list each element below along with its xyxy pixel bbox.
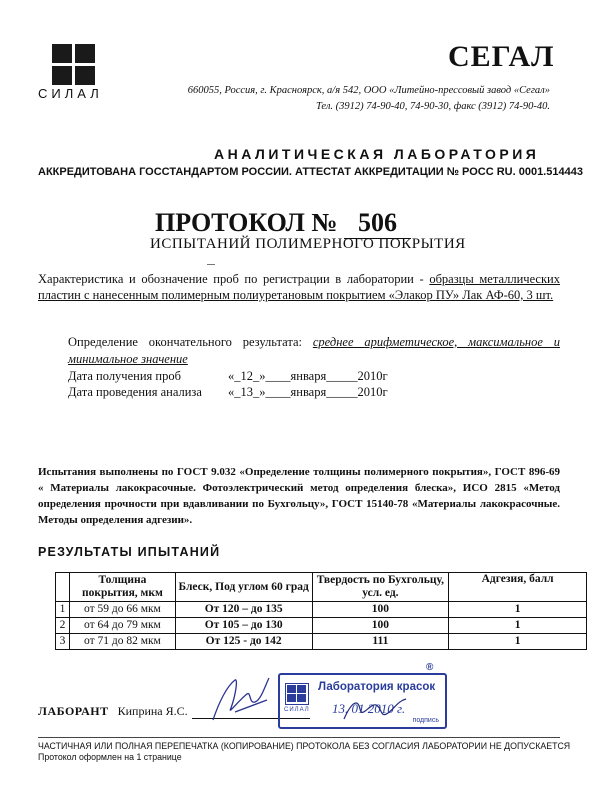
cell-gloss: От 105 – до 130: [175, 618, 312, 634]
footer-page-count: Протокол оформлен на 1 странице: [38, 752, 182, 762]
cell-gloss: От 120 – до 135: [175, 602, 312, 618]
header-num: [56, 573, 70, 602]
logo-text: СИЛАЛ: [38, 86, 103, 101]
lab-stamp: [278, 662, 447, 729]
cell-hardness: 100: [312, 618, 449, 634]
signature-role: ЛАБОРАНТ: [38, 704, 109, 718]
header-hardness: Твердость по Бухгольцу, усл. ед.: [312, 573, 449, 602]
protocol-number: 506: [344, 208, 411, 239]
cell-thickness: от 59 до 66 мкм: [69, 602, 175, 618]
date-analysis-label: Дата проведения анализа: [68, 385, 202, 399]
stamp-logo-icon: [285, 683, 309, 705]
cell-gloss: От 125 - до 142: [175, 634, 312, 650]
test-standards-text: Испытания выполнены по ГОСТ 9.032 «Определение толщины полимерного покрытия», ГОСТ 896-69 « Материалы лакокрасочные. Фотоэлектрический метод определения блеска», ИСО 2815 «Метод определения прочности при вдавливании по Бухгольцу», ГОСТ 15140-78 «Материалы лакокрасочные. Методы определения адгезии».: [38, 466, 560, 526]
results-header-row: [56, 573, 587, 602]
address-line-1: 660055, Россия, г. Красноярск, а/я 542, ООО «Литейно-прессовый завод «Сегал»: [187, 85, 550, 96]
lab-title: АНАЛИТИЧЕСКАЯ ЛАБОРАТОРИЯ: [214, 146, 540, 162]
signature-line: [38, 704, 188, 719]
date-analysis-value: «_13_»____января_____2010г: [228, 385, 388, 399]
result-definition-label: Определение окончательного результата:: [68, 335, 302, 349]
protocol-subtitle: ИСПЫТАНИЙ ПОЛИМЕРНОГО ПОКРЫТИЯ: [150, 236, 466, 252]
results-title: РЕЗУЛЬТАТЫ ИПЫТАНИЙ: [38, 545, 221, 559]
stamp-signature-icon: [340, 695, 410, 725]
divider-mark: [207, 264, 215, 265]
sample-value: образцы металлических пластин с нанесенным полимерным полиуретановым покрытием «Элакор ПУ» Лак АФ-60, 3 шт.: [38, 272, 560, 302]
table-row: [56, 602, 587, 618]
sample-description: [38, 271, 560, 303]
cell-num: 3: [56, 634, 70, 650]
date-received-row: [68, 368, 388, 384]
results-table: [55, 572, 587, 650]
stamp-date: 13. 01 2010 г.: [332, 701, 406, 716]
cell-num: 2: [56, 618, 70, 634]
stamp-text: Лаборатория красок: [318, 681, 436, 693]
footer-copyright-notice: ЧАСТИЧНАЯ ИЛИ ПОЛНАЯ ПЕРЕПЕЧАТКА (КОПИРОВАНИЕ) ПРОТОКОЛА БЕЗ СОГЛАСИЯ ЛАБОРАТОРИИ НЕ ДОПУСКАЕТСЯ: [38, 741, 571, 751]
cell-num: 1: [56, 602, 70, 618]
result-definition: [68, 334, 560, 368]
header-gloss: Блеск, Под углом 60 град: [175, 573, 312, 602]
date-analysis-row: [68, 384, 388, 400]
date-received-label: Дата получения проб: [68, 369, 181, 383]
cell-hardness: 111: [312, 634, 449, 650]
cell-thickness: от 71 до 82 мкм: [69, 634, 175, 650]
address-line-2: Тел. (3912) 74-90-40, 74-90-30, факс (3912) 74-90-40.: [315, 101, 550, 112]
stamp-signature-label: подпись: [412, 717, 439, 724]
cell-adhesion: 1: [449, 634, 587, 650]
company-name: СЕГАЛ: [448, 40, 555, 73]
stamp-logo-label: СИЛАЛ: [284, 707, 310, 713]
protocol-title: [155, 208, 411, 239]
table-row: [56, 618, 587, 634]
result-definition-value: среднее арифметическое, максимальное и минимальное значение: [68, 335, 560, 366]
stamp-registered-mark: ®: [426, 662, 434, 673]
cell-hardness: 100: [312, 602, 449, 618]
table-row: [56, 634, 587, 650]
date-received-value: «_12_»____января_____2010г: [228, 369, 388, 383]
dates-block: [68, 368, 388, 400]
header-adhesion: Адгезия, балл: [449, 573, 587, 602]
footer-divider: [38, 737, 560, 738]
cell-adhesion: 1: [449, 618, 587, 634]
cell-adhesion: 1: [449, 602, 587, 618]
company-address: [150, 83, 550, 115]
signature-name: Киприна Я.С.: [117, 704, 188, 718]
header-thickness: Толщина покрытия, мкм: [69, 573, 175, 602]
protocol-label: ПРОТОКОЛ №: [155, 208, 338, 237]
company-logo-icon: [52, 44, 96, 86]
sample-label: Характеристика и обозначение проб по регистрации в лаборатории -: [38, 272, 424, 286]
cell-thickness: от 64 до 79 мкм: [69, 618, 175, 634]
accreditation-line: АККРЕДИТОВАНА ГОССТАНДАРТОМ РОССИИ. АТТЕСТАТ АККРЕДИТАЦИИ № РОСС RU. 0001.514443: [38, 166, 583, 178]
